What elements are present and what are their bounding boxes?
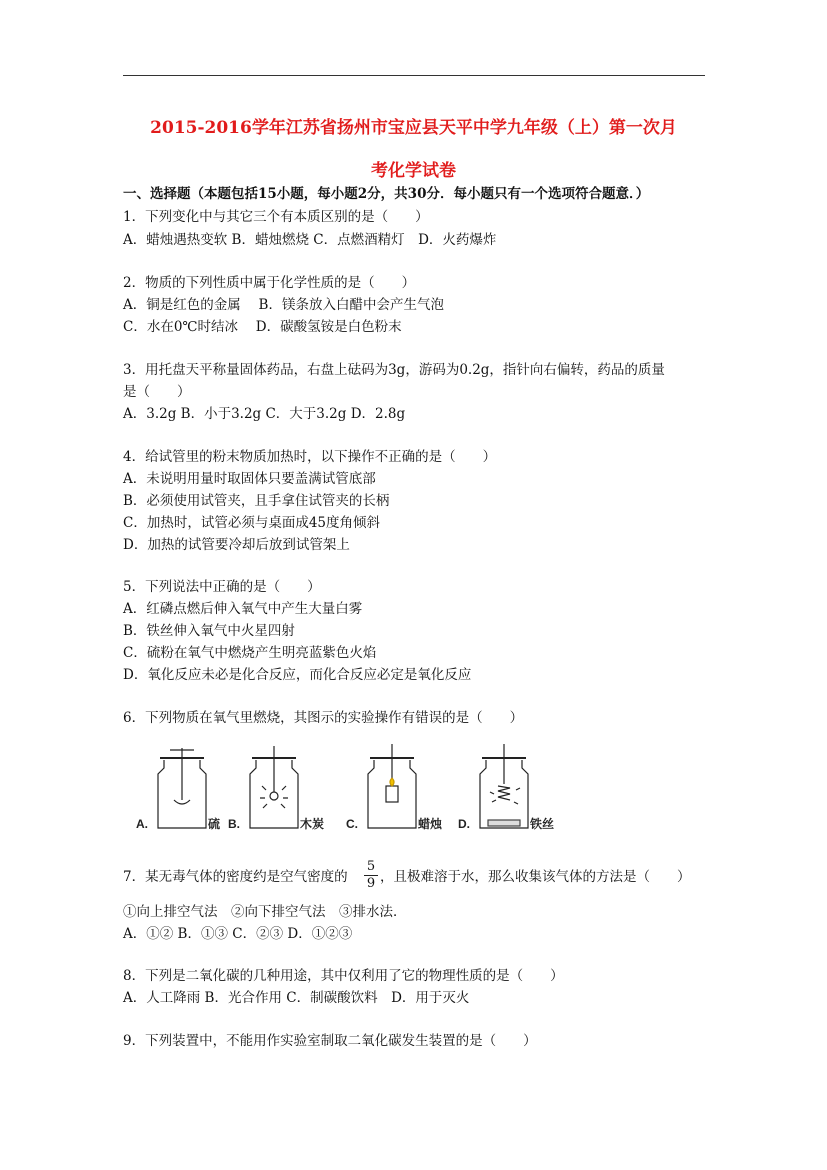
question-3-cont: 是（ ）	[123, 384, 191, 400]
fig-label-c: C.	[346, 817, 358, 831]
question-5-option-d: D．氧化反应未必是化合反应，而化合反应必定是氧化反应	[123, 667, 472, 683]
question-4-option-c: C．加热时，试管必须与桌面成45度角倾斜	[123, 515, 381, 531]
question-3: 3．用托盘天平称量固体药品，右盘上砝码为3g，游码为0.2g，指针向右偏转，药品的质量	[123, 362, 665, 378]
question-4-option-b: B．必须使用试管夹，且手拿住试管夹的长柄	[123, 493, 390, 509]
fig-name-iron-wire: 铁丝	[530, 817, 555, 831]
question-8-options: A．人工降雨 B．光合作用 C．制碳酸饮料 D．用于灭火	[123, 990, 470, 1006]
fraction-numerator: 5	[366, 859, 376, 874]
question-2-options-cd: C．水在0℃时结冰 D．碳酸氢铵是白色粉末	[123, 319, 402, 335]
question-7-post: ，且极难溶于水，那么收集该气体的方法是（ ）	[380, 869, 691, 885]
question-7-methods: ①向上排空气法 ②向下排空气法 ③排水法．	[123, 904, 407, 920]
fig-name-charcoal: 木炭	[300, 817, 325, 831]
page-title-line2: 考化学试卷	[371, 161, 456, 181]
fig-name-candle: 蜡烛	[418, 817, 443, 831]
question-1-options: A．蜡烛遇热变软 B．蜡烛燃烧 C．点燃酒精灯 D．火药爆炸	[123, 232, 497, 248]
fig-label-a: A.	[136, 817, 148, 831]
bottle-d-iron-wire	[480, 744, 528, 828]
question-7-pre: 7．某无毒气体的密度约是空气密度的	[123, 869, 348, 885]
fig-label-b: B.	[228, 817, 240, 831]
question-5-option-c: C．硫粉在氧气中燃烧产生明亮蓝紫色火焰	[123, 645, 377, 661]
question-2: 2．物质的下列性质中属于化学性质的是（ ）	[123, 275, 416, 291]
question-1: 1．下列变化中与其它三个有本质区别的是（ ）	[123, 209, 429, 225]
question-4-option-a: A．未说明用量时取固体只要盖满试管底部	[123, 471, 376, 487]
section-heading: 一、选择题（本题包括15小题，每小题2分，共30分．每小题只有一个选项符合题意．）	[123, 186, 650, 202]
question-5-option-a: A．红磷点燃后伸入氧气中产生大量白雾	[123, 601, 363, 617]
bottle-a-sulfur	[158, 748, 206, 828]
question-9: 9．下列装置中，不能用作实验室制取二氧化碳发生装置的是（ ）	[123, 1033, 537, 1049]
page-title-line1: 2015-2016学年江苏省扬州市宝应县天平中学九年级（上）第一次月	[150, 118, 677, 138]
fig-name-sulfur: 硫	[208, 817, 221, 831]
bottle-c-candle	[368, 744, 416, 828]
header-rule	[123, 75, 705, 76]
question-2-options-ab: A．铜是红色的金属 B．镁条放入白醋中会产生气泡	[123, 297, 444, 313]
question-6: 6．下列物质在氧气里燃烧，其图示的实验操作有错误的是（ ）	[123, 710, 524, 726]
question-4-option-d: D．加热的试管要冷却后放到试管架上	[123, 537, 350, 553]
fig-label-d: D.	[458, 817, 470, 831]
q7-fraction	[364, 860, 378, 891]
question-4: 4．给试管里的粉末物质加热时，以下操作不正确的是（ ）	[123, 449, 497, 465]
combustion-apparatus-figure	[128, 740, 568, 838]
question-3-options: A．3.2g B．小于3.2g C．大于3.2g D．2.8g	[123, 406, 406, 422]
bottle-b-charcoal	[250, 746, 298, 828]
question-5: 5．下列说法中正确的是（ ）	[123, 579, 321, 595]
question-7-options: A．①② B．①③ C．②③ D．①②③	[123, 926, 353, 942]
question-8: 8．下列是二氧化碳的几种用途，其中仅利用了它的物理性质的是（ ）	[123, 968, 564, 984]
question-5-option-b: B．铁丝伸入氧气中火星四射	[123, 623, 295, 639]
fraction-denominator: 9	[366, 876, 376, 891]
